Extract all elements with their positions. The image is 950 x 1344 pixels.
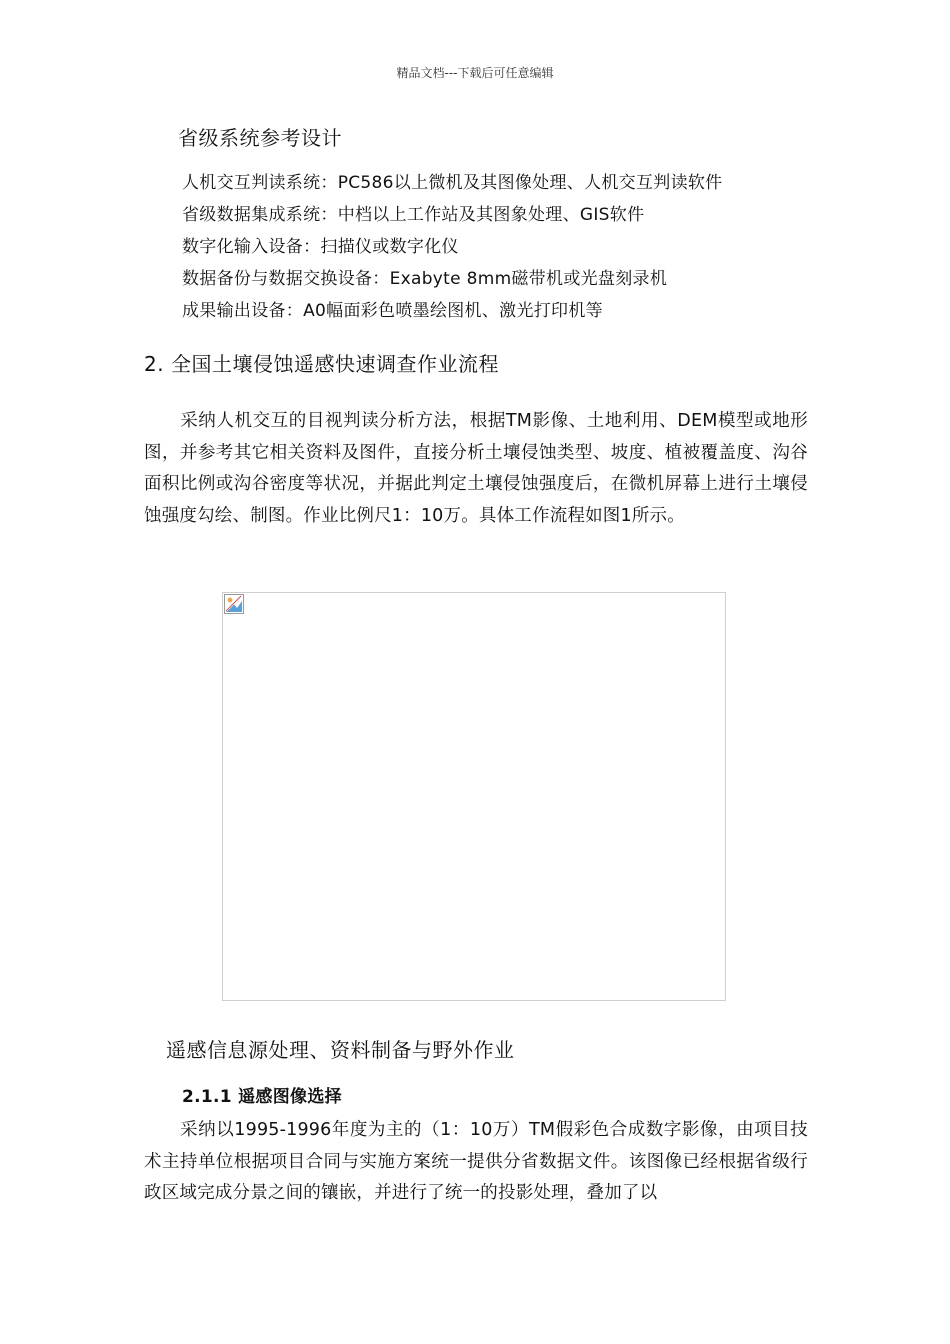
spec-item-1: 人机交互判读系统：PC586以上微机及其图像处理、人机交互判读软件 [182,173,723,193]
broken-image-icon [224,594,244,614]
spec-item-2: 省级数据集成系统：中档以上工作站及其图象处理、GIS软件 [182,205,645,225]
spec-item-4: 数据备份与数据交换设备：Exabyte 8mm磁带机或光盘刻录机 [182,269,668,289]
section-2-heading: 2. 全国土壤侵蚀遥感快速调查作业流程 [144,352,499,376]
section-2-1-heading: 遥感信息源处理、资料制备与野外作业 [166,1038,515,1062]
section-2-1-1-heading: 2.1.1 遥感图像选择 [182,1087,342,1107]
figure-1-placeholder [222,592,726,1001]
provincial-design-heading: 省级系统参考设计 [178,126,342,150]
page-header: 精品文档---下载后可任意编辑 [396,66,554,80]
section-2-1-1-paragraph: 采纳以1995-1996年度为主的（1：10万）TM假彩色合成数字影像，由项目技术主持单位根据项目合同与实施方案统一提供分省数据文件。该图像已经根据省级行政区域完成分景之间的镶嵌，并进行了统一的投影处理，叠加了以 [144,1120,808,1203]
spec-item-3: 数字化输入设备：扫描仪或数字化仪 [182,237,459,257]
section-2-paragraph: 采纳人机交互的目视判读分析方法，根据TM影像、土地利用、DEM模型或地形图，并参考其它相关资料及图件，直接分析土壤侵蚀类型、坡度、植被覆盖度、沟谷面积比例或沟谷密度等状况，并据此判定土壤侵蚀强度后，在微机屏幕上进行土壤侵蚀强度勾绘、制图。作业比例尺1：10万。具体工作流程如图1所示。 [144,411,808,526]
spec-item-5: 成果输出设备：A0幅面彩色喷墨绘图机、激光打印机等 [182,301,603,321]
